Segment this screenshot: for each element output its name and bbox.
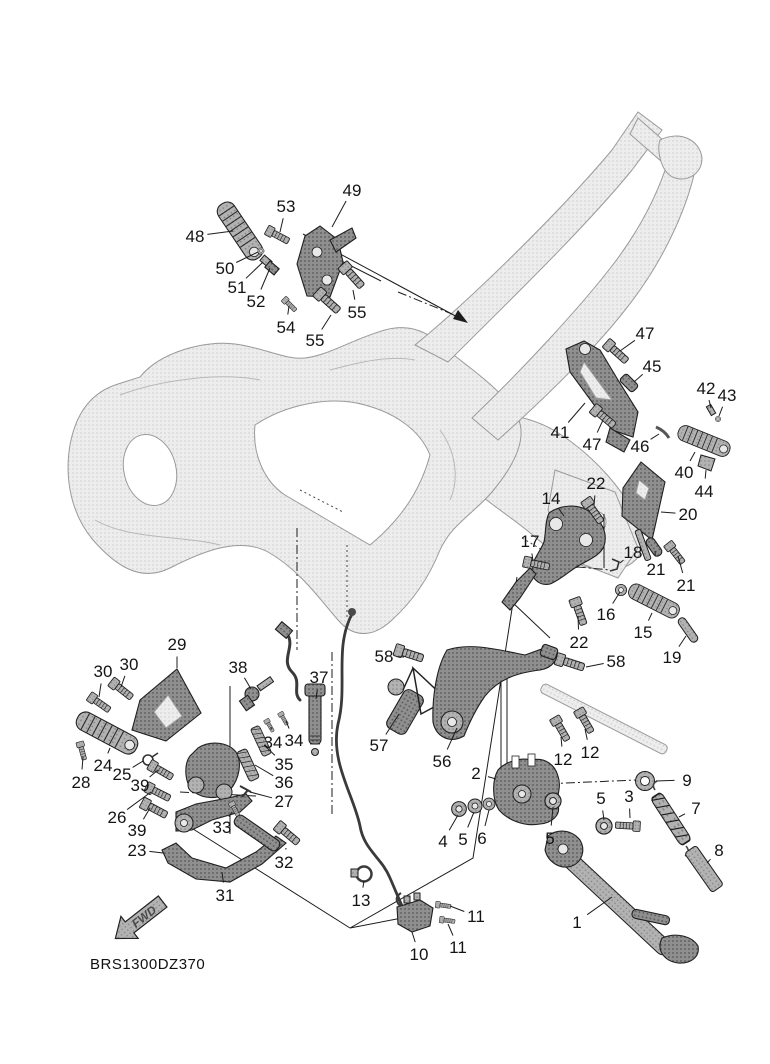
leader-line-47 [620, 340, 635, 351]
leader-line-11 [448, 924, 453, 936]
callout-16: 16 [596, 605, 616, 624]
callout-31: 31 [215, 886, 235, 905]
callout-5: 5 [545, 829, 555, 848]
callout-36: 36 [274, 773, 294, 792]
leader-line-55 [353, 290, 355, 300]
callout-55: 55 [347, 303, 367, 322]
leader-line-30 [121, 676, 125, 687]
harness-connector [275, 622, 292, 639]
callout-10: 10 [409, 945, 429, 964]
callout-58: 58 [606, 652, 626, 671]
leader-line-43 [719, 407, 723, 416]
shift-harness [287, 634, 300, 700]
part-5-collar [545, 793, 561, 809]
leader-line-46 [651, 434, 659, 439]
callout-39: 39 [127, 821, 147, 840]
leader-line-53 [280, 218, 283, 232]
diagram-code: BRS1300DZ370 [90, 956, 206, 973]
leader-line-30 [99, 683, 101, 697]
callout-35: 35 [274, 755, 294, 774]
part-38-rod-end [239, 677, 273, 711]
leader-line-58 [586, 664, 604, 668]
leader-line-5 [468, 812, 474, 827]
fwd-label: FWD [128, 902, 160, 931]
leader-line-12 [561, 737, 562, 747]
callout-56: 56 [432, 752, 452, 771]
callout-47: 47 [582, 435, 602, 454]
part-43-clip [715, 416, 721, 422]
callout-18: 18 [623, 543, 643, 562]
callout-17: 17 [520, 532, 540, 551]
callout-21: 21 [646, 560, 666, 579]
leader-line-44 [705, 470, 706, 479]
leader-line-54 [288, 306, 289, 315]
callout-32: 32 [274, 853, 294, 872]
callout-24: 24 [93, 756, 113, 775]
hose-banjo [348, 608, 356, 616]
callout-9: 9 [682, 771, 692, 790]
callout-30: 30 [93, 662, 113, 681]
callout-8: 8 [714, 841, 724, 860]
part-3-bolt [615, 820, 640, 832]
callout-5: 5 [596, 789, 606, 808]
callout-40: 40 [674, 463, 694, 482]
callout-30: 30 [119, 655, 139, 674]
part-6-washer [483, 798, 495, 810]
leader-line-52 [261, 268, 270, 290]
callout-6: 6 [477, 829, 487, 848]
leader-line-41 [568, 403, 585, 423]
callout-5: 5 [458, 830, 468, 849]
part-34-pin-a [263, 718, 275, 733]
callout-26: 26 [107, 808, 127, 827]
part-4-nut [452, 802, 467, 817]
callout-11: 11 [449, 938, 467, 957]
leader-line-45 [634, 374, 643, 382]
callout-33: 33 [212, 818, 232, 837]
leader-line-10 [412, 932, 415, 942]
leader-line-19 [679, 636, 686, 647]
part-48-footrest [214, 199, 266, 264]
leader-line-51 [246, 262, 263, 278]
callout-29: 29 [167, 635, 187, 654]
callout-39: 39 [130, 776, 150, 795]
leader-line-40 [690, 452, 695, 461]
callout-4: 4 [438, 832, 448, 851]
callout-14: 14 [541, 489, 561, 508]
part-22-bolt-b [569, 596, 590, 626]
callout-43: 43 [717, 386, 737, 405]
part-11-screw-b [439, 916, 455, 925]
part-50-nut [258, 248, 264, 254]
callout-2: 2 [471, 764, 481, 783]
part-15-footrest [626, 582, 682, 621]
leader-line-23 [149, 851, 163, 853]
brake-hose [336, 614, 404, 910]
part-44-bracket [698, 455, 715, 471]
leader-line-11 [450, 906, 464, 912]
leader-line-4 [449, 815, 458, 830]
fwd-arrow [107, 890, 172, 949]
leader-line-38 [244, 678, 251, 689]
callout-22: 22 [569, 633, 589, 652]
callout-11: 11 [467, 907, 485, 926]
callout-12: 12 [580, 743, 600, 762]
callout-38: 38 [228, 658, 248, 677]
callout-45: 45 [642, 357, 662, 376]
callout-28: 28 [71, 773, 91, 792]
part-39-bolt-b [139, 797, 169, 820]
part-53-bolt [264, 225, 291, 246]
callout-25: 25 [112, 765, 132, 784]
callout-52: 52 [246, 292, 266, 311]
part-13-clamp [351, 867, 372, 882]
callout-50: 50 [215, 259, 235, 278]
callout-57: 57 [369, 736, 389, 755]
callout-41: 41 [550, 423, 570, 442]
part-5-washer-a [468, 799, 482, 813]
part-19-pin [677, 616, 700, 644]
leader-line-24 [108, 748, 110, 753]
part-16-washer [615, 584, 626, 595]
callout-19: 19 [662, 648, 682, 667]
part-21-bolt [663, 540, 686, 566]
part-46-stay [656, 427, 669, 438]
leader-line-6 [485, 810, 489, 826]
part-2-stand-bracket [494, 754, 560, 825]
callout-47: 47 [635, 324, 655, 343]
callout-27: 27 [274, 792, 294, 811]
callout-13: 13 [351, 891, 371, 910]
leader-line-7 [679, 814, 685, 817]
callout-34: 34 [263, 733, 283, 752]
part-56-brake-pedal [433, 644, 559, 740]
leader-line-47 [597, 420, 603, 433]
callout-20: 20 [678, 505, 698, 524]
callout-58: 58 [374, 647, 394, 666]
leader-line-25 [133, 761, 143, 767]
part-39-bolt-a [147, 759, 175, 782]
leader-line-9 [656, 780, 675, 781]
callout-15: 15 [633, 623, 653, 642]
callout-53: 53 [276, 197, 296, 216]
callout-12: 12 [553, 750, 573, 769]
part-58-bolt-a [393, 643, 425, 664]
callout-51: 51 [227, 278, 247, 297]
leader-line-20 [661, 512, 676, 513]
part-7-spring [650, 781, 691, 856]
callout-34: 34 [284, 731, 304, 750]
leader-line-55 [322, 315, 331, 330]
part-55-bolt-b [338, 261, 367, 291]
leader-line-27 [250, 792, 272, 798]
callout-48: 48 [185, 227, 205, 246]
leader-line-15 [648, 613, 652, 621]
callout-3: 3 [624, 787, 634, 806]
part-54-screw [281, 296, 298, 313]
part-37-shift-shaft [305, 684, 325, 756]
callout-37: 37 [309, 668, 329, 687]
callout-22: 22 [586, 474, 606, 493]
leader-line-49 [332, 201, 346, 227]
callout-42: 42 [696, 379, 716, 398]
callout-55: 55 [305, 331, 325, 350]
callout-1: 1 [572, 913, 582, 932]
part-40-footrest [676, 423, 733, 458]
part-11-screw-a [435, 901, 451, 910]
leader-line-22 [578, 616, 579, 630]
part-28-bolt [76, 741, 88, 761]
callout-23: 23 [127, 841, 147, 860]
callout-49: 49 [342, 181, 362, 200]
callout-44: 44 [694, 482, 714, 501]
part-9-ring [636, 772, 655, 791]
part-58-bolt-b [554, 652, 586, 673]
callout-7: 7 [691, 799, 701, 818]
part-1-side-stand [545, 831, 698, 963]
callout-21: 21 [676, 576, 696, 595]
subframe-upper-rail [415, 112, 662, 362]
part-29-heel-guard [132, 669, 201, 741]
callout-46: 46 [630, 437, 650, 456]
part-5-washer-b [596, 818, 612, 834]
callout-54: 54 [276, 318, 296, 337]
